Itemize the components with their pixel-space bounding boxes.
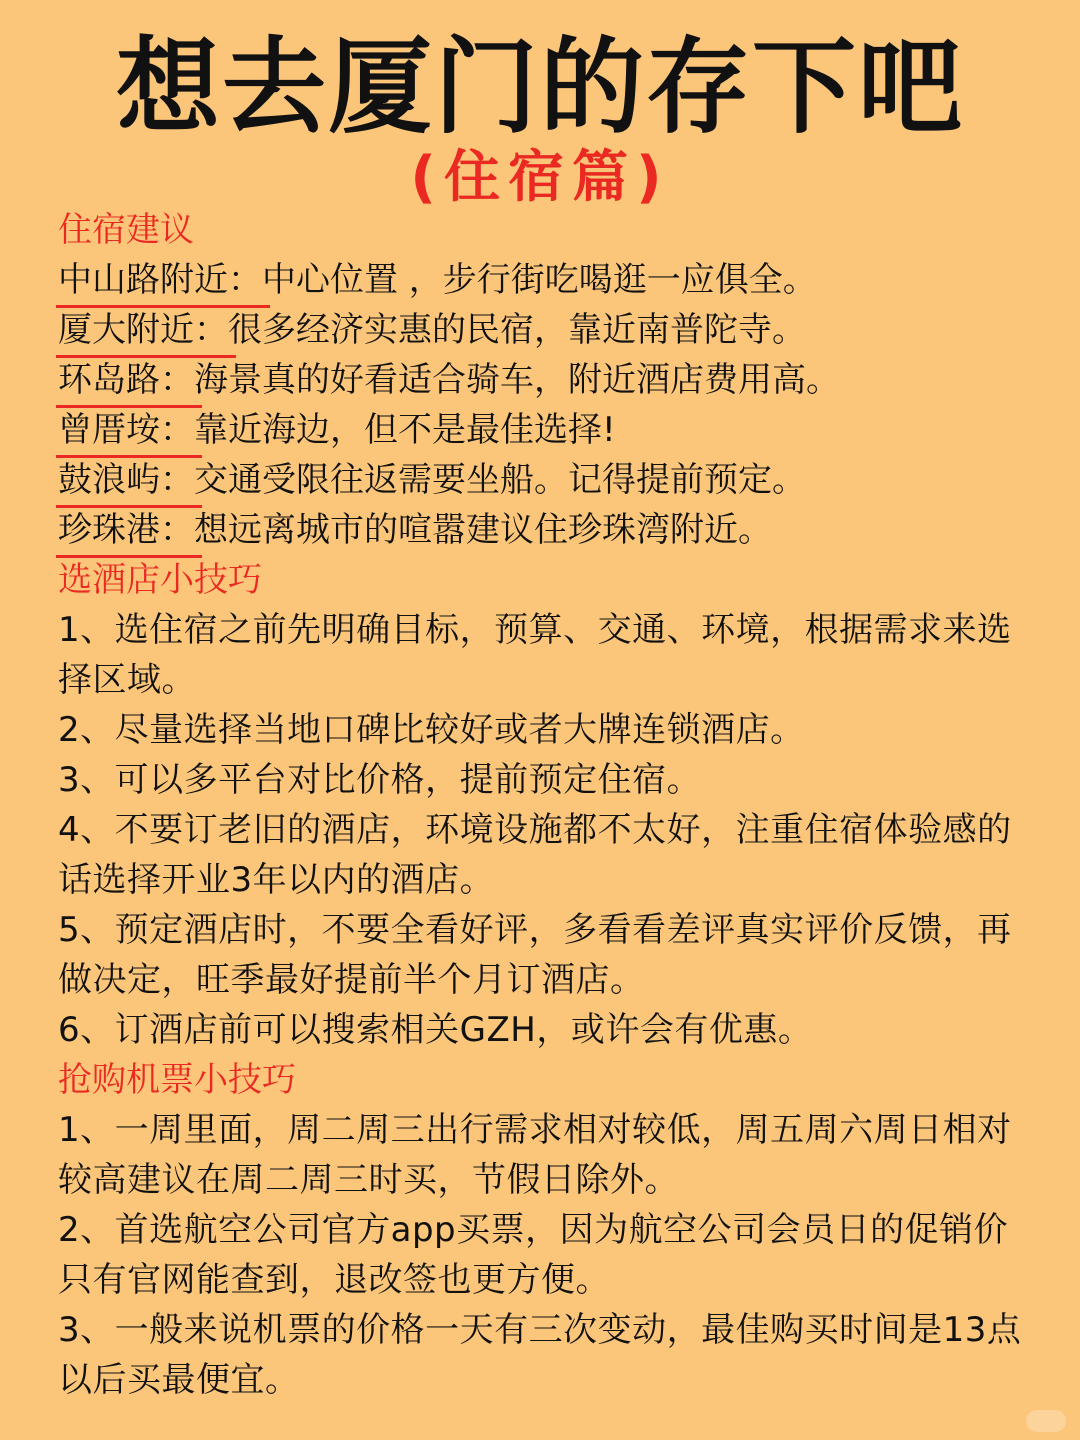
area-description: 想远离城市的喧嚣建议住珍珠湾附近。 <box>194 510 772 550</box>
hotel-tip: 4、不要订老旧的酒店，环境设施都不太好，注重住宿体验感的话选择开业3年以内的酒店。 <box>58 810 1012 900</box>
hotel-tip: 1、选住宿之前先明确目标，预算、交通、环境，根据需求来选择区域。 <box>58 610 1012 700</box>
section-heading-hotel-tips: 选酒店小技巧 <box>58 560 262 600</box>
flight-tip: 2、首选航空公司官方app买票，因为航空公司会员日的促销价只有官网能查到，退改签也更方便。 <box>58 1210 1009 1300</box>
hotel-tip: 6、订酒店前可以搜索相关GZH，或许会有优惠。 <box>58 1010 813 1050</box>
section-heading-flight-tips: 抢购机票小技巧 <box>58 1060 296 1100</box>
flight-tip: 3、一般来说机票的价格一天有三次变动，最佳购买时间是13点以后买最便宜。 <box>58 1310 1022 1400</box>
area-item <box>58 505 1038 555</box>
section-heading-accommodation: 住宿建议 <box>58 210 194 250</box>
hotel-tip: 2、尽量选择当地口碑比较好或者大牌连锁酒店。 <box>58 710 805 750</box>
area-item <box>58 305 1038 355</box>
article-body <box>58 205 1038 1405</box>
page-title: 想去厦门的存下吧 <box>115 26 964 148</box>
area-name: 厦大附近： <box>58 305 228 355</box>
hotel-tip: 3、可以多平台对比价格，提前预定住宿。 <box>58 760 702 800</box>
area-description: 很多经济实惠的民宿，靠近南普陀寺。 <box>228 310 806 350</box>
area-name: 珍珠港： <box>58 505 194 555</box>
hotel-tip: 5、预定酒店时，不要全看好评，多看看差评真实评价反馈，再做决定，旺季最好提前半个月订酒店。 <box>58 910 1012 1000</box>
area-description: 海景真的好看适合骑车，附近酒店费用高。 <box>194 360 840 400</box>
area-name: 环岛路： <box>58 355 194 405</box>
area-item <box>58 255 1038 305</box>
area-description: 交通受限往返需要坐船。记得提前预定。 <box>194 460 806 500</box>
area-item <box>58 455 1038 505</box>
watermark-icon <box>1026 1410 1066 1432</box>
flight-tip: 1、一周里面，周二周三出行需求相对较低，周五周六周日相对较高建议在周二周三时买，节假日除外。 <box>58 1110 1012 1200</box>
page-subtitle: (住宿篇) <box>410 145 670 210</box>
area-description: 靠近海边，但不是最佳选择! <box>194 410 616 450</box>
area-item <box>58 355 1038 405</box>
area-description: 中心位置 ，步行街吃喝逛一应俱全。 <box>262 260 817 300</box>
area-name: 鼓浪屿： <box>58 455 194 505</box>
area-item <box>58 405 1038 455</box>
area-name: 中山路附近： <box>58 255 262 305</box>
area-name: 曾厝垵： <box>58 405 194 455</box>
